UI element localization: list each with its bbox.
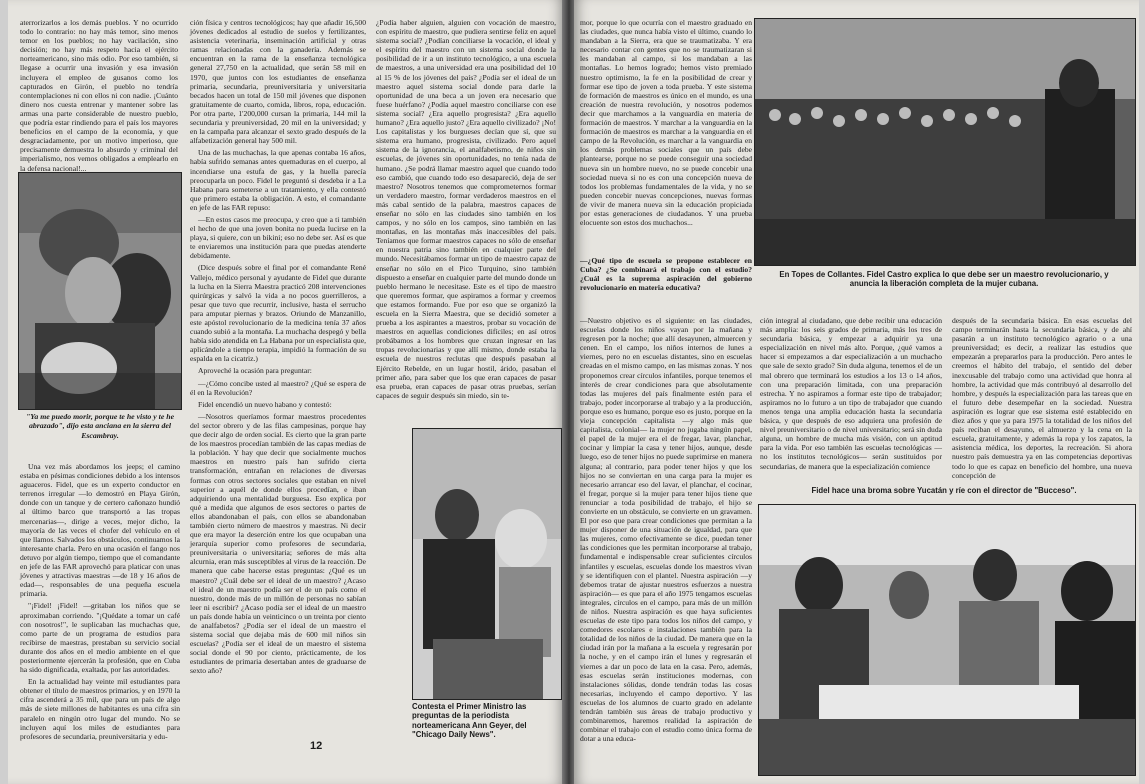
reporter-caption: Contesta el Primer Ministro las preguntas de la periodista norteamericana Ann Geyer, del "Chicago Daily News". — [412, 702, 527, 740]
paragraph: Una de las muchachas, la que apenas contaba 16 años, había sufrido semanas antes quemaduras en el cuerpo, al incendiarse una estufa de gas, y la huella parecía preocuparla un poco. Fidel le preguntó si desdeba ir a La Habana para someterse a un tratamiento, y ella contestó que primero estaba la obligación. A esto, el comandante en jefe de las FAR repuso: — [190, 148, 366, 212]
paragraph: ¿Podía haber alguien, alguien con vocación de maestro, con espíritu de maestro, que pudiera sentirse feliz en aquel sistema social? ¿Podían conciliarse la vocación, el ideal y el espíritu del maestro con un sistema social donde la posibilidad de ir a un instituto tecnológico, a una escuela de maestros, a una universidad era una posibilidad del 10 al 15 % de los jóvenes del país? ¿Podía ser el ideal de un maestro aquel sistema social donde para darle la oportunidad de una beca a un joven era necesario que fuese huérfano? ¿Podía aquel maestro conciliarse con ese sistema social? ¿Era aquello progresista? ¿Era aquello humano? ¿Era aquello justo? ¿Era aquello civilizado? ¡No! Los capitalistas y los burgueses decían que sí, que su sistema era humano, progresista, civilizado. Pero aquel sistema de la ignorancia, el analfabetismo, de niños sin escuelas, de jóvenes sin oportunidades, no tenía nada de humano. ¿Se podrá llamar maestro aquel que cuando todo eso cambió, que cuando todo eso desapareció, deja de ser maestro? Nosotros tenemos que comprometernos formar un verdadero maestro, formar verdaderos maestros en el más cabal sentido de la palabra, maestros capaces de enseñar no sólo en las ciudades sino también en los campos, y no sólo en los campos, sino también en las montañas, en las montañas más inaccesibles del país. Teníamos que formar maestros capaces no sólo de enseñar en nuestra patria sino también en cualquier parte del mundo. Necesitábamos formar un tipo de maestro capaz de enseñar no sólo en el Pico Turquino, sino también dispuesto a enseñar en cualquier parte del mundo donde un pueblo hermano le necesitase. Este es el tipo de maestro que queremos formar, que aspiramos a formar y creemos que estamos formando. Fue por eso que se organizó la escuela en la Sierra Maestra, que se decidió someter a prueba a los aspirantes a maestros, probar su vocación de maestros en aquellas condiciones difíciles; en así otros probábamos a los hombres que cruzan ingresar en las tropas revolucionarias y que allí mismo, donde estaba la escuela de nuestros reclutas que después pasaban al Ejército Rebelde, en un lugar hostil, árido, pasaban el primer año, para saber que los que eran capaces de pasar esa prueba, eran capaces de pasar otras pruebas, serían capaces de seguir después sin miedo, sin te- — [376, 18, 556, 400]
paragraph: (Dice después sobre el final por el comandante René Vallejo, médico personal y ayudante de Fidel que durante la lucha en la Sierra Maestra practicó 208 intervenciones quirúrgicas y salvó la vida a no pocos guerrilleros, a pesar que tuvo que recurrir, inclusive, hasta el serrucho para amputar piernas y brazos. Oriundo de Manzanillo, este apóstol revolucionario de la medicina tenía 37 años cuando subió a la montaña. La muchacha despegó y bella había sido atendida en La Habana por un especialista que, aplicándole a tiempo terapia, impidió la formación de su espalda en la cicatriz.) — [190, 263, 366, 364]
paragraph: aterrorizarlos a los demás pueblos. Y no ocurrido todo lo contrario: no hay más temor, sino menos temor en los pueblos; no hay vacilación, sino decisión; no hay más respeto hacia el ejército norteamericano, sino más odio. Por eso también, si llegase a ocurrir una invasión y esa invasión incluyera el empleo de gusanos como los capturados en Girón, el pueblo no tendría contemplaciones ni con ellos ni con nadie. ¡Cuánto dinero nos cuesta entrenar y mantener sobre las armas una parte considerable de nuestro pueblo, que podría estar rindiendo para el país los mayores beneficios en el campo de la economía, y que desgraciadamente, por un motivo imperioso, que precisamente demuestra lo absurdo y criminal del imperialismo, nos vemos obligados a emplearlo en la defensa nacional!... — [20, 18, 178, 173]
page-number: 12 — [310, 740, 323, 752]
paragraph: En la actualidad hay veinte mil estudiantes para obtener el título de maestros primarios, y en 1970 la cifra ascenderá a 35 mil, que para un país de algo más de siete millones de habitantes es una cifra sin paralelo en ningún otro lugar del mundo. No se incluyen aquí los miles de estudiantes para profesores de secundaria, preuniversitaria y edu- — [20, 677, 180, 741]
topes-photo — [754, 18, 1136, 266]
column-4-bottom — [580, 316, 752, 774]
paragraph: Aproveché la ocasión para preguntar: — [198, 366, 312, 376]
topes-image — [755, 19, 1135, 265]
topes-caption: En Topes de Collantes. Fidel Castro explica lo que debe ser un maestro revolucionario, y anuncia la liberación completa de la mujer cubana. — [779, 270, 1109, 289]
column-1-bottom — [20, 462, 180, 774]
old-woman-image — [19, 173, 181, 409]
reporter-photo — [412, 428, 562, 700]
paragraph: ción física y centros tecnológicos; hay que añadir 16,500 jóvenes dedicados al estudio de suelos y fertilizantes, asistencia veterinaria, inseminación artificial y otras ramas relacionadas con la ganadería. Además se encuentran en la rama de la enseñanza tecnológica general 27,750 en la actualidad, que serán 58 mil en 1970, que juntos con los estudiantes de enseñanza primaria, secundaria, preuniversitaria y universitaria becados hacen un total de 150 mil jóvenes que disponen gratuitamente de cuarto, comida, libros, ropa, educación. Por otra parte, 1'200,000 cursan la primaria, 144 mil la secundaria y preuniversidad, 20 mil en la universidad; y en la campaña para alcanzar el sexto grado después de la alfabetización general hay 500 mil. — [190, 18, 366, 146]
paragraph: "¡Fidel! ¡Fidel! —gritaban los niños que se aproximaban corriendo. "¡Quédate a tomar un café con nosotros!", le suplicaban las muchachas que, como parte de un programa de estudios para recibirse de maestras, prestaban su servicio social durante dos años en el medio ambiente en el que posteriormente ejercerán la profesión, que en Cuba ha sido dignificada, exaltada, por las autoridades. — [20, 601, 180, 675]
meeting-photo — [758, 504, 1136, 776]
paragraph: Fidel encendió un nuevo habano y contestó: — [198, 399, 332, 409]
left-page — [8, 0, 564, 784]
column-6 — [952, 316, 1132, 478]
old-woman-photo — [18, 172, 182, 410]
old-woman-caption: "Ya me puedo morir, porque te he visto y te he abrazado", dijo esta anciana en la sierra del Escambray. — [25, 412, 175, 440]
column-5 — [760, 316, 942, 478]
meeting-image — [759, 505, 1135, 775]
interview-question: —¿Qué tipo de escuela se propone establecer en Cuba? ¿Se combinará el trabajo con el estudio? ¿Cuál es la suprema aspiración del gobierno revolucionario en materia educativa? — [580, 256, 752, 293]
right-page — [574, 0, 1139, 784]
column-1-top — [20, 18, 178, 173]
column-4-top — [580, 18, 752, 248]
column-3 — [376, 18, 556, 418]
paragraph: —Nosotros queríamos formar maestros procedentes del sector obrero y de las filas campesinas, porque hay que decir algo de orden social. Es cierto que la gran parte de los maestros procedían también de las capas medias de la población. Y hay que decir que socialmente muchos maestros en nuestro país han sufrido cierta transformación, entrañan en relaciones de diversas formas con otros sectores sociales que estaban en nivel superior a aquél de donde ellos procedían, e iban adquiriendo una mentalidad burguesa. Eso explica por qué a medida que algunos de esos sectores o partes de ellos abandonaban el país, con ellos se abandonaban también cierto número de maestros y maestras. Ni decir que era mayor la deserción entre los que ocupaban una jerarquía superior como profesores de secundaria, preuniversitaria o universitaria; señores de más alta alcurnia, eran más susceptibles al virus de la reacción. De manera que cabe hacerse estas preguntas: ¿Qué es un maestro? ¿Cuál debe ser el ideal de un maestro? ¿Acaso el ideal de un maestro podía ser el de un país como el nuestro, donde más de un millón de personas no sabían leer ni escribir? ¿Acaso podía ser el ideal de un maestro un país donde había un veinticinco o un treinta por ciento de analfabetos? ¿Podía ser el ideal de un maestro el sistema social que dejaba más de 600 mil niños sin escuelas? ¿Podía ser el ideal de un maestro el sistema social donde el 90 por ciento, prácticamente, de los estudiantes de primaria desertaban antes de graduarse de sexto año? — [190, 411, 366, 676]
paragraph: —¿Cómo concibe usted al maestro? ¿Qué se espera de él en la Revolución? — [190, 378, 366, 397]
column-4-question — [580, 256, 752, 306]
paragraph: después de la secundaria básica. En esas escuelas del campo terminarán hasta la secundaria básica, y de ahí pasarán a un instituto tecnológico agrario o a una preuniversidad; es decir, a realizar las estudios que empezarán a prepararlos para la producción. Pero antes le creemos el hábito del trabajo, el sentido del deber inexcusable del trabajo como una actividad que honra al hombre, la actividad que más contribuyó al desarrollo del hombre, y después la especialización para las tareas que en el futuro debe desempeñar en la sociedad. Nuestra aspiración es lograr que ese sistema esté establecido en diez años y que ya para 1975 la totalidad de los niños del país reciban el desayuno, el almuerzo y la cena en la escuela, gratuitamente, y además la ropa y los zapatos, la asistencia médica, los deportes, la recreación. Si ahora nuestro país demuestra ya en las competencias deportivas todo lo que es capaz en beneficio del hombre, una nueva concepción de — [952, 316, 1132, 480]
paragraph: —Nuestro objetivo es el siguiente: en las ciudades, escuelas donde los niños vayan por la mañana y regresen por la noche; que allí desayunen, almuercen y cenen. En el campo, los niños internos de lunes a viernes, pero no en escuelas distantes, sino en escuelas creadas en el mismo campo, en las mismas zonas. Y nos proponemos crear círculos infantiles, porque tenemos el interés de crear condiciones para que absolutamente todas las mujeres del país finalmente estén para el trabajo, poder incorporarse al trabajo y a la producción, porque eso es humano, porque eso es justo, porque en la vieja concepción capitalista —y algo más que capitalista, colonial— la mujer no jugaba ningún papel, el papel de la mujer era el de fregar, lavar, planchar, cocinar y limpiar la casa y tener hijos, aunque, desde luego, eso de tener hijos no puede suprimirse en manera alguna; al contrario, para poder tener hijos y que los hijos no se conviertan en una carga para la mujer es necesario arrancar eso del lavar, el planchar, el cocinar, el fregar, porque si la mujer para tener hijos tiene que renunciar a toda posibilidad de trabajo, el hijo se convierte en un obstáculo, se convierte en un gravamen. El por eso que para crear condiciones que permitan a la mujer disponer de una situación de igualdad, para que las mujeres, como efectivamente se dice, puedan tener las condiciones que les permitan incorporarse al trabajo, fundamental e indispensable crear suficientes círculos infantiles y escuelas, escuelas donde los maestros vivan y se identifiquen con el plantel. Nuestra aspiración —y debemos tratar de ajustar nuestros esfuerzos a nuestra aspiración— es que para el año 1975 tengamos escuelas integrales, círculos en el campo, para más de un millón de niños. Nuestra aspiración es que haya suficientes escuelas de este tipo para todos los niños del campo, y comedores escolares e instalaciones también para la totalidad de los niños de la ciudad. De manera que en la ciudad irán por la mañana a la escuela y regresarán por la noche, y en el campo irán el lunes y regresarán el viernes a dar un poco de lata en la casa. Pero, además, esas escuelas serán instituciones modernas, con instalaciones sólidas, donde tendrán todas las cosas necesarias, incluyendo el campo deportivo. Y las escuelas de los alumnos de cuarto grado en adelante tendrán también sus áreas de trabajo productivo y combinaremos, haremos realidad la aspiración de combinar el trabajo con el estudio como única forma de dotar a una educa- — [580, 316, 752, 744]
paragraph: Una vez más abordamos los jeeps; el camino estaba en pésimas condiciones debido a los intensos aguaceros. Fidel, que es un experto conductor en terrenos irregular —lo demostró en Playa Girón, donde con un tanque y de certero cañonazo hundió al último barco que transportó a las tropas mercenarias—, dirige a veces, mejor dicho, la mayoría de las veces el chofer del vehículo en el que llamos. Salvados los obstáculos, continuamos la interesante charla. Pero en una ocasión el fango nos detuvo por algún tiempo, tiempo que el comandante en jefe de las FAR aprovechó para platicar con unas jóvenes y atractivas maestras —de 18 y 16 años de edad—, responsables de una pequeña escuela primaria. — [20, 462, 180, 599]
column-2 — [190, 18, 366, 756]
joke-caption: Fidel hace una broma sobre Yucatán y ríe con el director de "Bucceso". — [811, 486, 1077, 495]
paragraph: —En estos casos me preocupa, y creo que a ti también el hecho de que una joven bonita no pueda lucirse en la playa, si quiere, con un bikini; eso no debe ser. Así es que te enviaremos una institución para que puedas atenderte debidamente. — [190, 214, 366, 261]
reporter-image — [413, 429, 561, 699]
paragraph: ción integral al ciudadano, que debe recibir una educación más amplia: los seis grados de primaria, más los tres de secundaria básica, y empezar a adquirir ya una especialización en nivel más alto. Porque, ¿qué vamos a hacer si empezamos a dar especialización a un muchacho que sale de sexto grado? Sin duda alguna, tenemos el de un mal obrero que terminará los estudios a los 13 o 14 años, con una preparación limitada, con una preparación estrecha. Y no aspiramos a formar este tipo de trabajador; aspiramos no lo futuro a un tipo de trabajador que cuando menos tenga una amplia educación hasta la secundaria básica, y que después de eso adquiera una profesión de nivel preuniversitario o de nivel universitario; será sin duda alguna, un hombre de mucha más visión, con un aptitud para la vida. Por eso también las escuelas tecnológicas —no los institutos tecnológicos— serán sustituidos por secundarias, de manera que la especialización comience — [760, 316, 942, 471]
paragraph: mor, porque lo que ocurría con el maestro graduado en las ciudades, que nunca había visto el último, cuando lo mandaban a la Sierra, era que se traumatizaba. Y era necesario contar con gentes que no se traumatizaran si les mandaban al campo, si los mandaban a las montañas. Lo hemos logrado; hemos visto premiado nuestro optimismo, la fe en la posibilidad de crear y formar ese tipo de joven a toda prueba. Y este sistema de formación de maestros es único en el mundo, es una creación de nuestra revolución, y nosotros podemos decir que marchamos a la vanguardia en materia de formación de maestros. Y marchar a la vanguardia en la formación de maestros es marchar a la vanguardia en el campo de la Revolución, es marchar a la vanguardia en los demás problemas sociales que un país debe plantearse, porque no se puede conseguir una sociedad nueva sin un hombre nuevo, no se puede concebir una sociedad nueva si no es con una concepción nueva de todos los problemas fundamentales de la vida, y no se pueden concebir nuevas concepciones, nuevas formas de vivir de manera nueva sin la educación propiciada por estas generaciones de ciudadanos. Y una prueba elocuente son estos dos muchachos... — [580, 18, 752, 228]
